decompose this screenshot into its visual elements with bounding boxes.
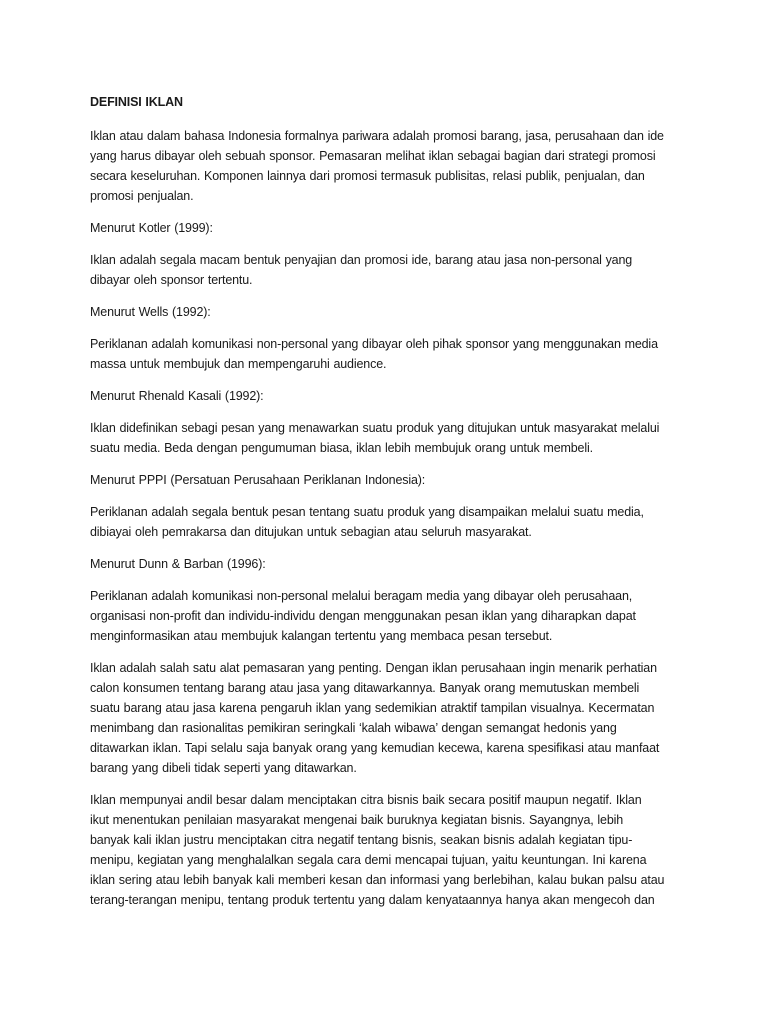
intro-paragraph: Iklan atau dalam bahasa Indonesia formalnya pariwara adalah promosi barang, jasa, perusahaan dan ide yang harus dibayar oleh sebuah sponsor. Pemasaran melihat iklan sebagai bagian dari strategi promosi secara keseluruhan. Komponen lainnya dari promosi termasuk publisitas, relasi publik, penjualan, dan promosi penjualan. [90,129,664,203]
wells-heading: Menurut Wells (1992): [90,305,211,319]
document-title: DEFINISI IKLAN [90,95,183,109]
dunn-barban-definition: Periklanan adalah komunikasi non-personal melalui beragam media yang dibayar oleh perusahaan, organisasi non-profit dan individu-individu dengan menggunakan pesan iklan yang diharapkan dapat menginformasikan atau membujuk kalangan tertentu yang membaca pesan tersebut. [90,589,636,643]
kotler-heading: Menurut Kotler (1999): [90,221,213,235]
pppi-heading: Menurut PPPI (Persatuan Perusahaan Periklanan Indonesia): [90,473,426,487]
pppi-definition: Periklanan adalah segala bentuk pesan tentang suatu produk yang disampaikan melalui suatu media, dibiayai oleh pemrakarsa dan ditujukan untuk sebagian atau seluruh masyarakat. [90,505,644,539]
business-image-paragraph: Iklan mempunyai andil besar dalam menciptakan citra bisnis baik secara positif maupun negatif. Iklan ikut menentukan penilaian masyarakat mengenai baik buruknya kegiatan bisnis. Sayangnya, lebih banyak kali iklan justru menciptakan citra negatif tentang bisnis, seakan bisnis adalah kegiatan tipu- menipu, kegiatan yang menghalalkan segala cara demi mencapai tujuan, yaitu keuntungan. Ini karena iklan sering atau lebih banyak kali memberi kesan dan informasi yang berlebihan, kalau bukan palsu atau terang-terangan menipu, tentang produk tertentu yang dalam kenyataannya hanya akan mengecoh dan [90,793,665,907]
marketing-tool-paragraph: Iklan adalah salah satu alat pemasaran yang penting. Dengan iklan perusahaan ingin menarik perhatian calon konsumen tentang barang atau jasa yang ditawarkannya. Banyak orang memutuskan membeli suatu barang atau jasa karena pengaruh iklan yang sedemikian atraktif tampilan visualnya. Kecermatan menimbang dan rasionalitas pemikiran seringkali ‘kalah wibawa’ dengan semangat hedonis yang ditawarkan iklan. Tapi selalu saja banyak orang yang kemudian kecewa, karena spesifikasi atau manfaat barang yang dibeli tidak seperti yang ditawarkan. [90,661,660,775]
kasali-heading: Menurut Rhenald Kasali (1992): [90,389,264,403]
wells-definition: Periklanan adalah komunikasi non-personal yang dibayar oleh pihak sponsor yang menggunakan media massa untuk membujuk dan mempengaruhi audience. [90,337,658,371]
kotler-definition: Iklan adalah segala macam bentuk penyajian dan promosi ide, barang atau jasa non-personal yang dibayar oleh sponsor tertentu. [90,253,633,287]
kasali-definition: Iklan didefinikan sebagi pesan yang menawarkan suatu produk yang ditujukan untuk masyarakat melalui suatu media. Beda dengan pengumuman biasa, iklan lebih membujuk orang untuk membeli. [90,421,660,455]
document-page [90,92,690,910]
dunn-barban-heading: Menurut Dunn & Barban (1996): [90,557,266,571]
